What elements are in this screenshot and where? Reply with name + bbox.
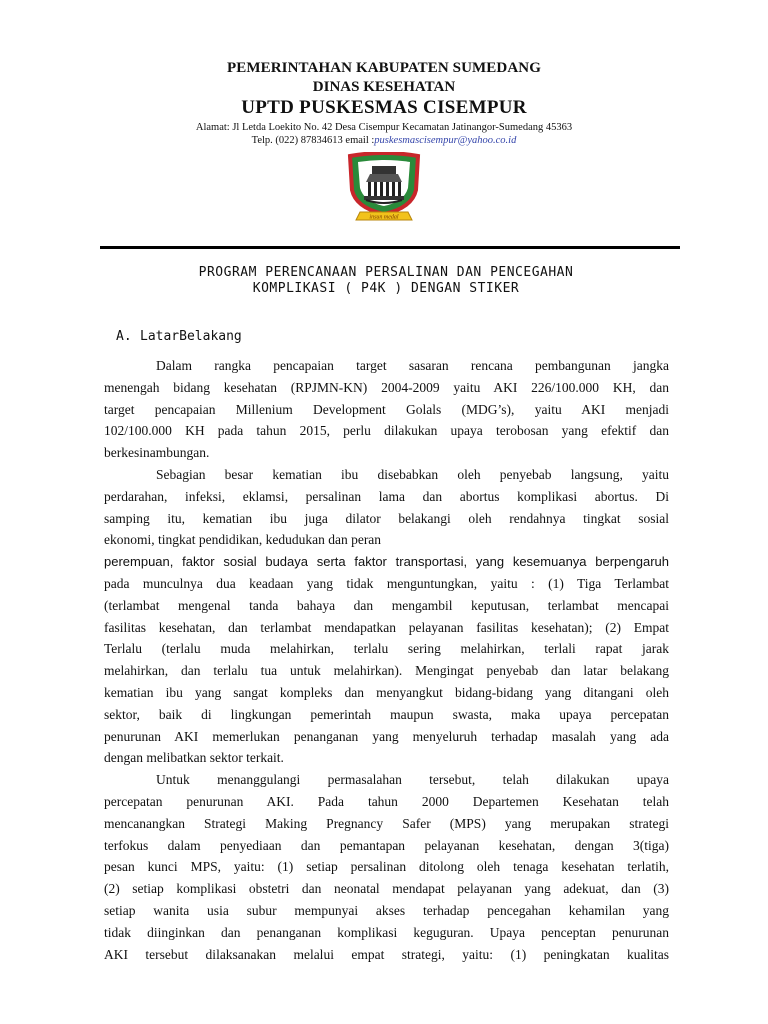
header-divider [100,246,680,249]
body-line: dengan melibatkan sektor terkait. [104,750,284,766]
body-line: (terlambat mengenal tanda bahaya dan mengambil keputusan, terlambat mencapai [104,597,669,613]
body-line: Sebagian besar kematian ibu disebabkan oleh penyebab langsung, yaitu [156,466,669,482]
body-line: AKI tersebut dilaksanakan melalui empat strategi, yaitu: (1) peningkatan kualitas [104,946,669,962]
body-line: fasilitas kesehatan, dan terlambat mendapatkan pelayanan fasilitas kesehatan); (2) Empat [104,619,669,635]
body-line: samping itu, kematian ibu juga dilator belakangi oleh rendahnya tingkat sosial [104,510,669,526]
body-line: target pencapaian Millenium Development Golals (MDG’s), yaitu AKI menjadi [104,401,669,417]
document-title-line1: PROGRAM PERENCANAAN PERSALINAN DAN PENCEGAHAN [198,265,574,280]
body-line: tidak diinginkan dan penanganan komplikasi keguguran. Upaya penceptan penurunan [104,924,669,940]
body-line: Terlalu (terlalu muda melahirkan, terlalu sering melahirkan, terlali rapat jarak [104,641,669,657]
section-label: A. [116,329,132,344]
body-line: terfokus dalam penyediaan dan pemantapan pelayanan kesehatan, dengan 3(tiga) [104,837,669,853]
email-link[interactable]: puskesmascisempur@yahoo.co.id [374,135,517,146]
body-line: ekonomi, tingkat pendidikan, kedudukan dan peran [104,532,382,548]
body-line: berkesinambungan. [104,445,210,461]
section-heading [116,329,242,344]
department-name: DINAS KESEHATAN [312,79,456,95]
body-line: pesan kunci MPS, yaitu: (1) setiap persalinan ditolong oleh tenaga kesehatan terlatih, [104,859,669,875]
body-line: melahirkan, dan terlalu tua untuk melahirkan). Mengingat penyebab dan latar belakang [104,663,669,679]
body-line: perempuan, faktor sosial budaya serta faktor transportasi, yang kesemuanya berpengaruh [104,554,669,570]
sumedang-logo [344,152,424,228]
body-text [104,355,669,965]
body-line: sektor, baik di lingkungan pemerintah maupun swasta, maka upaya percepatan [104,706,669,722]
body-line: kematian ibu yang sangat kompleks dan menyangkut bidang-bidang yang ditangani oleh [104,684,669,700]
agency-name: PEMERINTAHAN KABUPATEN SUMEDANG [227,60,541,76]
body-line: Untuk menanggulangi permasalahan tersebut, telah dilakukan upaya [156,772,669,788]
body-line: Dalam rangka pencapaian target sasaran rencana pembangunan jangka [156,358,669,373]
body-line: perdarahan, infeksi, eklamsi, persalinan lama dan abortus komplikasi abortus. Di [104,488,669,504]
contact-line [0,135,768,146]
document-title-line2: KOMPLIKASI ( P4K ) DENGAN STIKER [252,281,520,296]
body-line: 102/100.000 KH pada tahun 2015, perlu dilakukan upaya terobosan yang efektif dan [104,423,669,439]
body-line: pada munculnya dua keadaan yang tidak menguntungkan, yaitu : (1) Tiga Terlambat [104,575,669,591]
telephone: Telp. (022) 87834613 email : [251,135,375,146]
body-line: mencanangkan Strategi Making Pregnancy Safer (MPS) yang merupakan strategi [104,815,669,831]
body-line: menengah bidang kesehatan (RPJMN-KN) 2004-2009 yaitu AKI 226/100.000 KH, dan [104,379,669,395]
body-line: percepatan penurunan AKI. Pada tahun 2000 Departemen Kesehatan telah [104,793,669,809]
institution-name: UPTD PUSKESMAS CISEMPUR [241,97,527,118]
logo-banner-text: insun medal [369,214,399,221]
body-line: setiap wanita usia subur mempunyai akses terhadap pencegahan kehamilan yang [104,902,669,918]
section-title: LatarBelakang [140,329,242,344]
body-line: penurunan AKI memerlukan penanganan yang menyeluruh terhadap masalah yang ada [104,728,669,744]
address: Alamat: Jl Letda Loekito No. 42 Desa Cisempur Kecamatan Jatinangor-Sumedang 45363 [195,122,573,133]
body-line: (2) setiap komplikasi obstetri dan neonatal mendapat pelayanan yang adekuat, dan (3) [104,881,669,897]
